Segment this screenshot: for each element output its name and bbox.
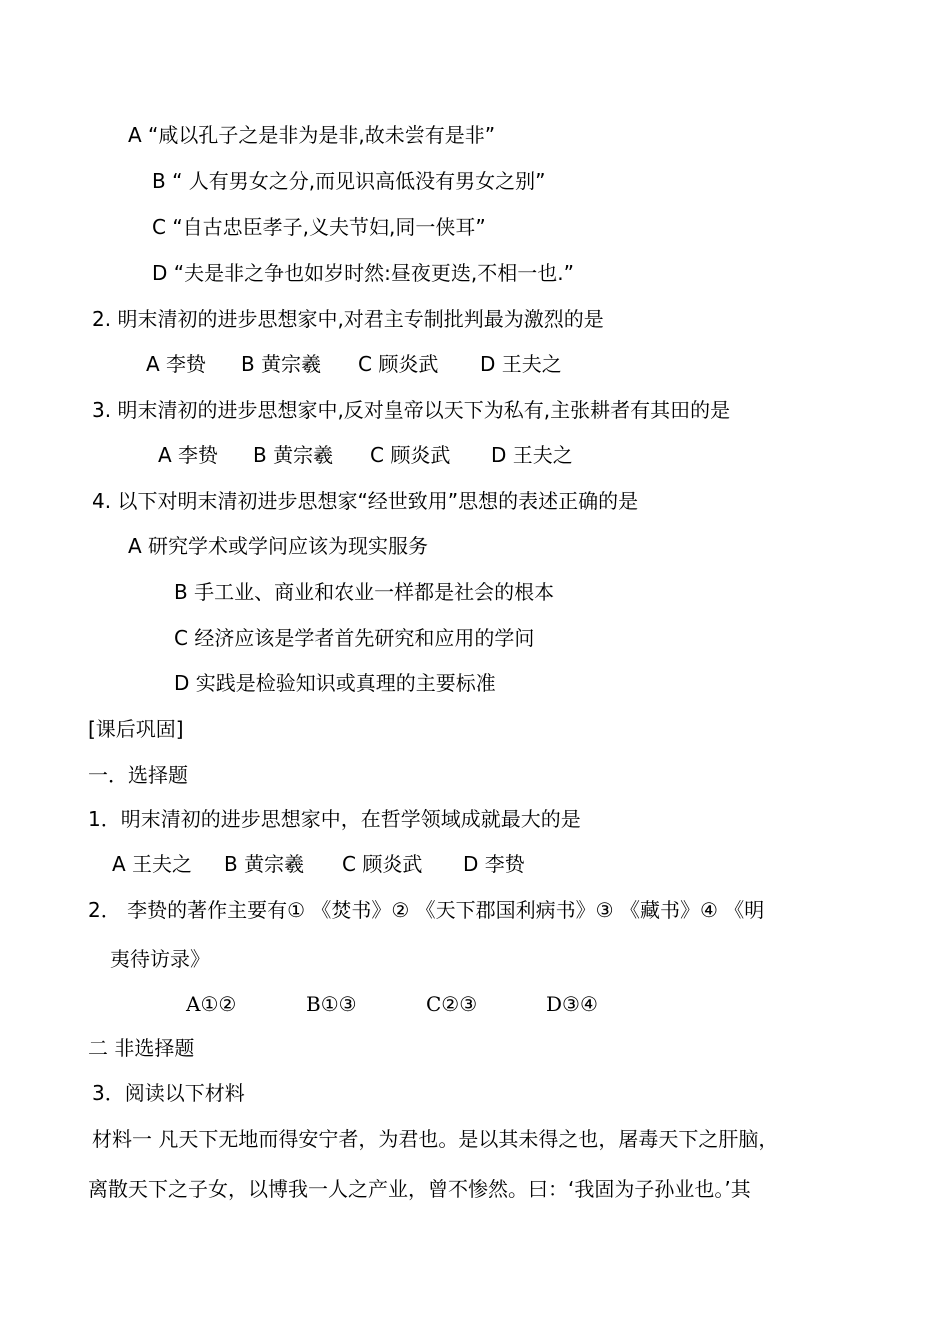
q4-option-b: B 手工业、商业和农业一样都是社会的根本 [174, 580, 555, 604]
c2-option-a: A①② [186, 992, 237, 1016]
q3-stem: 3. 明末清初的进步思想家中,反对皇帝以天下为私有,主张耕者有其田的是 [92, 398, 731, 422]
q1-option-b: B “ 人有男女之分,而见识高低没有男女之别” [152, 169, 546, 193]
q3-option-d: D 王夫之 [491, 443, 573, 467]
c1-options [112, 851, 525, 877]
c3-stem: 3．阅读以下材料 [92, 1081, 245, 1105]
c2-option-c: C②③ [426, 992, 478, 1016]
c2-stem-line2: 夷待访录》 [110, 947, 210, 971]
q3-options [158, 442, 573, 468]
c1-option-a: A 王夫之 [112, 852, 193, 876]
c3-material-line2: 离散天下之子女，以博我一人之产业，曾不惨然。曰：‘我固为子孙业也。’其 [88, 1177, 751, 1201]
section-heading-consolidate: [课后巩固] [88, 717, 184, 741]
q4-option-d: D 实践是检验知识或真理的主要标准 [174, 671, 496, 695]
q3-option-a: A 李贽 [158, 443, 219, 467]
q1-option-c: C “自古忠臣孝子,义夫节妇,同一侠耳” [152, 215, 486, 239]
q4-stem: 4. 以下对明末清初进步思想家“经世致用”思想的表述正确的是 [92, 489, 639, 513]
c3-material-line1: 材料一 凡天下无地而得安宁者，为君也。是以其未得之也，屠毒天下之肝脑， [92, 1127, 779, 1151]
c1-option-b: B 黄宗羲 [224, 852, 305, 876]
q4-option-c: C 经济应该是学者首先研究和应用的学问 [174, 626, 535, 650]
q2-option-a: A 李贽 [146, 352, 207, 376]
q1-option-a: A “咸以孔子之是非为是非,故未尝有是非” [128, 123, 496, 147]
q3-option-c: C 顾炎武 [370, 443, 451, 467]
part2-heading: 二 非选择题 [88, 1036, 195, 1060]
c1-option-c: C 顾炎武 [342, 852, 423, 876]
q2-options [146, 351, 562, 377]
q2-stem: 2. 明末清初的进步思想家中,对君主专制批判最为激烈的是 [92, 307, 604, 331]
part1-heading: 一．选择题 [88, 763, 188, 787]
c1-option-d: D 李贽 [463, 852, 525, 876]
q2-option-d: D 王夫之 [480, 352, 562, 376]
c2-option-b: B①③ [306, 992, 357, 1016]
q3-option-b: B 黄宗羲 [253, 443, 334, 467]
c2-stem-line1: 2． 李贽的著作主要有① 《焚书》② 《天下郡国利病书》③ 《藏书》④ 《明 [88, 898, 765, 922]
q1-option-d: D “夫是非之争也如岁时然:昼夜更迭,不相一也.” [152, 261, 574, 285]
q2-option-b: B 黄宗羲 [241, 352, 322, 376]
c2-options [186, 991, 598, 1017]
q2-option-c: C 顾炎武 [358, 352, 439, 376]
q4-option-a: A 研究学术或学问应该为现实服务 [128, 534, 429, 558]
c2-option-d: D③④ [546, 992, 598, 1016]
c1-stem: 1．明末清初的进步思想家中，在哲学领域成就最大的是 [88, 807, 581, 831]
